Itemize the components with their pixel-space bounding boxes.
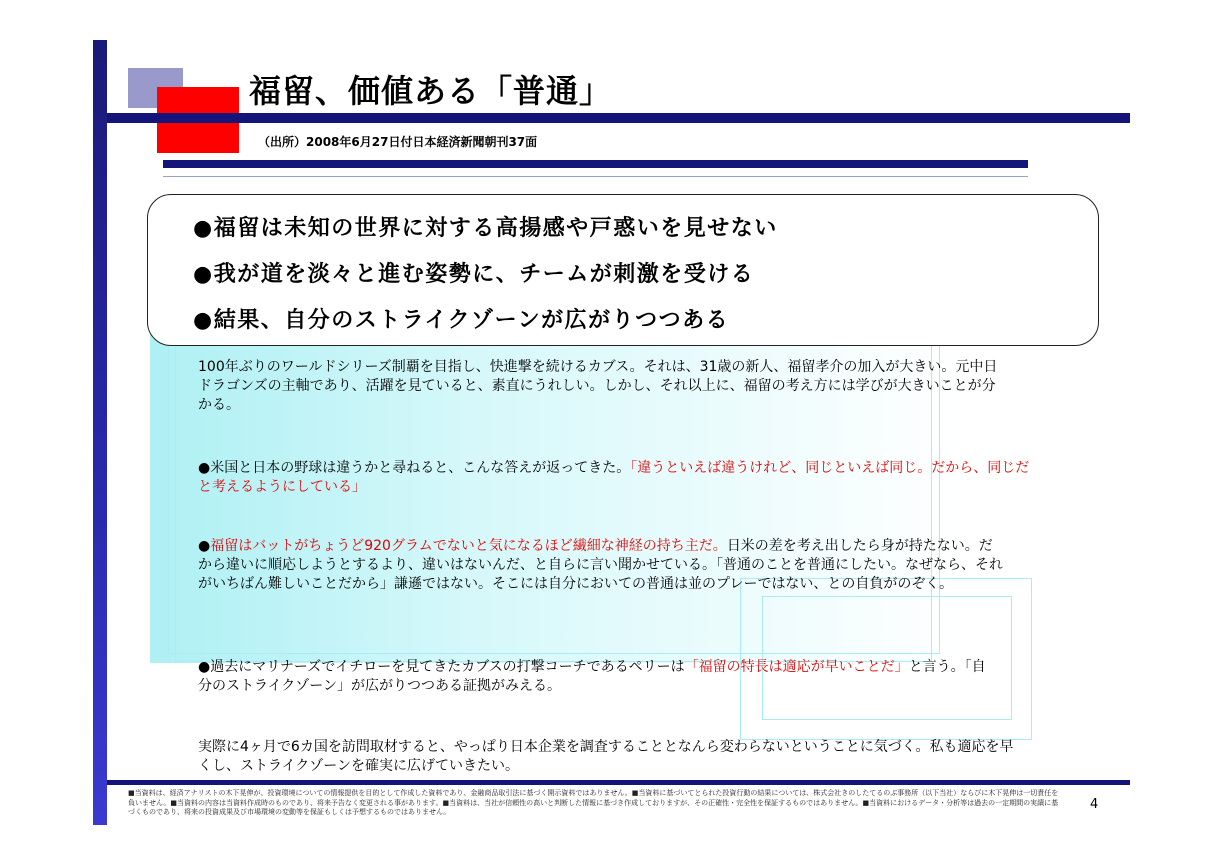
source-citation: （出所）2008年6月27日付日本経済新聞朝刊37面 bbox=[258, 135, 538, 149]
paragraph-text: ●過去にマリナーズでイチローを見てきたカブスの打撃コーチであるペリーは bbox=[198, 659, 685, 675]
paragraph-text: ●米国と日本の野球は違うかと尋ねると、こんな答えが返ってきた。 bbox=[198, 460, 631, 476]
quote-highlight: 「福留の特長は適応が早いことだ」 bbox=[684, 659, 909, 675]
key-point-3: ●結果、自分のストライクゾーンが広がりつつある bbox=[193, 308, 730, 333]
quote-highlight: 福留はバットがちょうど920グラムでないと気になるほど繊細な神経の持ち主だ。 bbox=[210, 538, 727, 554]
left-accent-bar bbox=[93, 40, 107, 825]
title-underline-bar bbox=[107, 113, 1130, 123]
disclaimer-text: ■当資料は、経済アナリストの木下晃伸が、投資環境についての情報提供を目的として作成した資料であり、金融商品取引法に基づく開示資料ではありません。■当資料に基づいてとられた投資行動の結果については、株式会社きのしたてるのぶ事務所（以下当社）ならびに木下晃伸は一切責任を負いません。■当資料の内容は当資料作成時のものであり、将来予告なく変更される事があります。■当資料は、当社が信頼性の高いと判断した情報に基づき作成しておりますが、その正確性・完全性を保証するものではありません。■当資料におけるデータ・分析等は過去の一定期間の実績に基づくものであり、将来の投資成果及び市場環境の変動等を保証もしくは予想するものではありません。 bbox=[128, 789, 1059, 816]
paragraph-text: 日米の差を考え出したら身が持たない。だから違いに順応しようとするより、違いはないんだ、と自らに言い聞かせている。「普通のことを普通にしたい。なぜなら、それがいちばん難しいことだから」謙遜ではない。そこには自分においての普通は並のプレーではない、との自負がのぞく。 bbox=[198, 538, 1003, 592]
paragraph-perry bbox=[198, 658, 988, 696]
paragraph-fukudome-nerves bbox=[198, 537, 1006, 594]
footer-bar bbox=[107, 780, 1130, 785]
paragraph-intro: 100年ぶりのワールドシリーズ制覇を目指し、快進撃を続けるカブス。それは、31歳の新人、福留孝介の加入が大きい。元中日ドラゴンズの主軸であり、活躍を見ていると、素直にうれしい。しかし、それ以上に、福留の考え方には学びが大きいことが分かる。 bbox=[198, 359, 998, 413]
quote-highlight: 「違うといえば違うけれど、同じといえば同じ。だから、同じだと考えるようにしている」 bbox=[198, 460, 1030, 495]
slide-title: 福留、価値ある「普通」 bbox=[249, 72, 613, 110]
thin-divider bbox=[163, 176, 1028, 177]
key-point-2: ●我が道を淡々と進む姿勢に、チームが刺激を受ける bbox=[193, 262, 755, 287]
source-underline-bar bbox=[163, 160, 1028, 168]
paragraph-text: ● bbox=[198, 538, 211, 554]
key-point-1: ●福留は未知の世界に対する高揚感や戸惑いを見せない bbox=[193, 216, 778, 241]
paragraph-text: と言う。「自分のストライクゾーン」が広がりつつある証拠がみえる。 bbox=[198, 659, 986, 694]
paragraph-us-japan bbox=[198, 459, 1033, 497]
page-number: 4 bbox=[1090, 797, 1099, 812]
paragraph-conclusion: 実際に4ヶ月で6カ国を訪問取材すると、やっぱり日本企業を調査することとなんら変わらないということに気づく。私も適応を早くし、ストライクゾーンを確実に広げていきたい。 bbox=[198, 739, 1014, 774]
